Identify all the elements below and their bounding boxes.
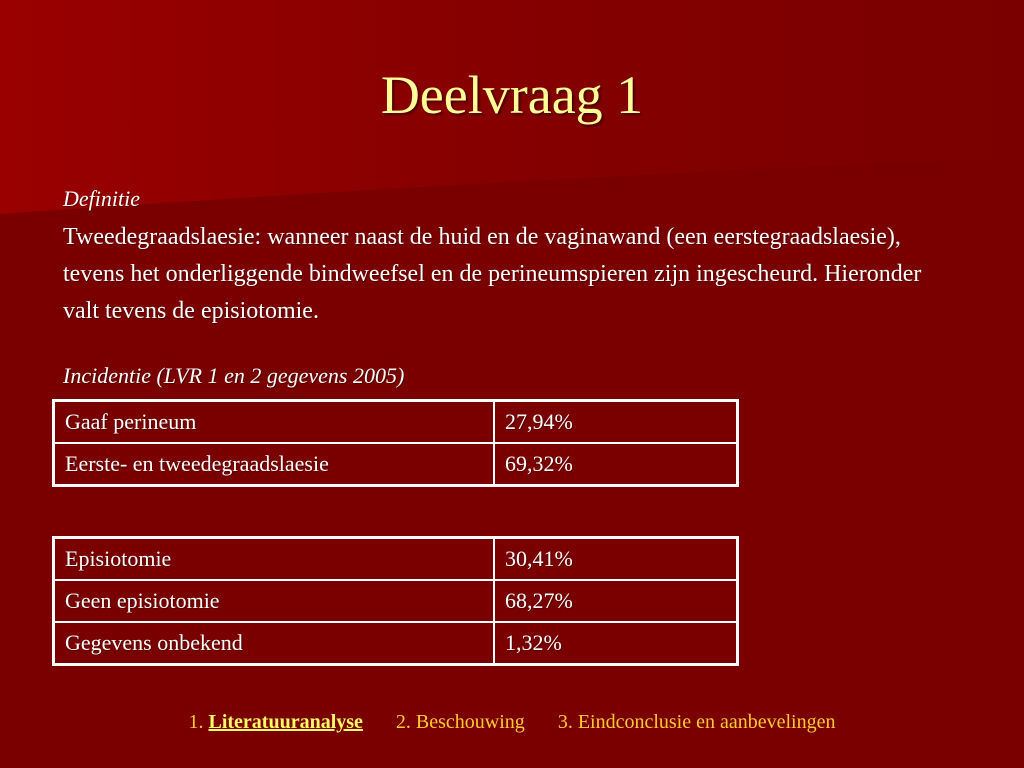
- definition-label: Definitie: [63, 186, 140, 211]
- definition-text: Tweedegraadslaesie: wanneer naast de huid en de vaginawand (een eerstegraadslaesie), tevens het onderliggende bindweefsel en de perineumspieren zijn ingescheurd. Hieronder valt tevens de episiotomie.: [63, 224, 922, 324]
- table-cell-label: Episiotomie: [54, 538, 495, 581]
- nav-link-eindconclusie[interactable]: 3. Eindconclusie en aanbevelingen: [557, 711, 836, 733]
- table-cell-label: Gegevens onbekend: [54, 622, 495, 665]
- table-row: [54, 401, 738, 444]
- table-row: [54, 622, 738, 665]
- incidence-table-episiotomy: [52, 536, 739, 666]
- footer-navigation: [0, 708, 1024, 736]
- table-cell-value: 30,41%: [494, 538, 738, 581]
- table-cell-value: 1,32%: [494, 622, 738, 665]
- table-cell-value: 69,32%: [494, 443, 738, 486]
- nav-link-literatuuranalyse[interactable]: [188, 708, 362, 736]
- nav-link-beschouwing[interactable]: 2. Beschouwing: [395, 711, 525, 733]
- table-row: [54, 538, 738, 581]
- incidence-table-perineum: [52, 399, 739, 487]
- nav-number: 1.: [188, 711, 209, 733]
- table-cell-label: Eerste- en tweedegraadslaesie: [54, 443, 495, 486]
- incidence-label: Incidentie (LVR 1 en 2 gegevens 2005): [63, 363, 405, 388]
- table-cell-label: Gaaf perineum: [54, 401, 495, 444]
- table-cell-label: Geen episiotomie: [54, 580, 495, 622]
- table-row: [54, 443, 738, 486]
- table-cell-value: 27,94%: [494, 401, 738, 444]
- table-row: [54, 580, 738, 622]
- slide-title: Deelvraag 1: [380, 65, 644, 125]
- table-cell-value: 68,27%: [494, 580, 738, 622]
- nav-label-active: Literatuuranalyse: [208, 711, 363, 733]
